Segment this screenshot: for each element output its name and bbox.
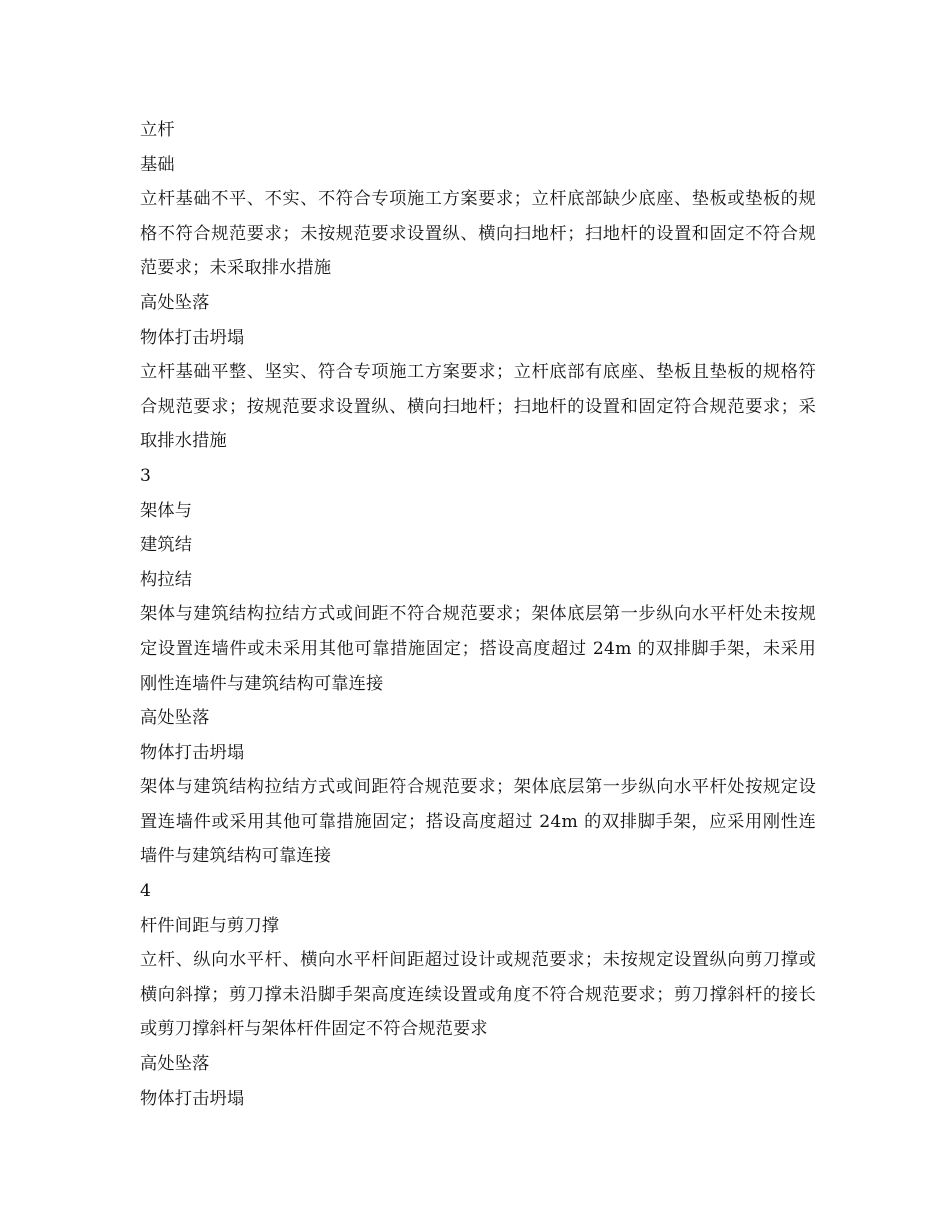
paragraph-6: 立杆基础平整、坚实、符合专项施工方案要求；立杆底部有底座、垫板且垫板的规格符合规范要求；按规范要求设置纵、横向扫地杆；扫地杆的设置和固定符合规范要求；采取排水措施	[140, 362, 816, 452]
paragraph-5: 物体打击坍塌	[140, 327, 245, 348]
paragraph-17: 立杆、纵向水平杆、横向水平杆间距超过设计或规范要求；未按规定设置纵向剪刀撑或横向斜撑；剪刀撑未沿脚手架高度连续设置或角度不符合规范要求；剪刀撑斜杆的接长或剪刀撑斜杆与架体杆件固定不符合规范要求	[140, 950, 816, 1040]
paragraph-7: 3	[140, 465, 152, 486]
paragraph-9: 建筑结	[140, 535, 193, 556]
paragraph-1: 立杆	[140, 120, 175, 140]
paragraph-4: 高处坠落	[140, 292, 210, 313]
paragraph-15: 4	[140, 881, 152, 902]
paragraph-2: 基础	[140, 154, 175, 175]
paragraph-3: 立杆基础不平、不实、不符合专项施工方案要求；立杆底部缺少底座、垫板或垫板的规格不符合规范要求；未按规范要求设置纵、横向扫地杆；扫地杆的设置和固定不符合规范要求；未采取排水措施	[140, 189, 816, 279]
paragraph-13: 物体打击坍塌	[140, 742, 245, 763]
paragraph-10: 构拉结	[140, 569, 193, 590]
paragraph-8: 架体与	[140, 500, 193, 521]
document-body	[140, 113, 816, 1116]
paragraph-11: 架体与建筑结构拉结方式或间距不符合规范要求；架体底层第一步纵向水平杆处未按规定设置连墙件或未采用其他可靠措施固定；搭设高度超过 24m 的双排脚手架，未采用刚性连墙件与建筑结构可靠连接	[140, 604, 816, 694]
paragraph-19: 物体打击坍塌	[140, 1088, 245, 1109]
paragraph-18: 高处坠落	[140, 1054, 210, 1075]
paragraph-16: 杆件间距与剪刀撑	[140, 915, 280, 936]
paragraph-14: 架体与建筑结构拉结方式或间距符合规范要求；架体底层第一步纵向水平杆处按规定设置连墙件或采用其他可靠措施固定；搭设高度超过 24m 的双排脚手架，应采用刚性连墙件与建筑结构可靠连接	[140, 777, 816, 867]
paragraph-12: 高处坠落	[140, 708, 210, 729]
